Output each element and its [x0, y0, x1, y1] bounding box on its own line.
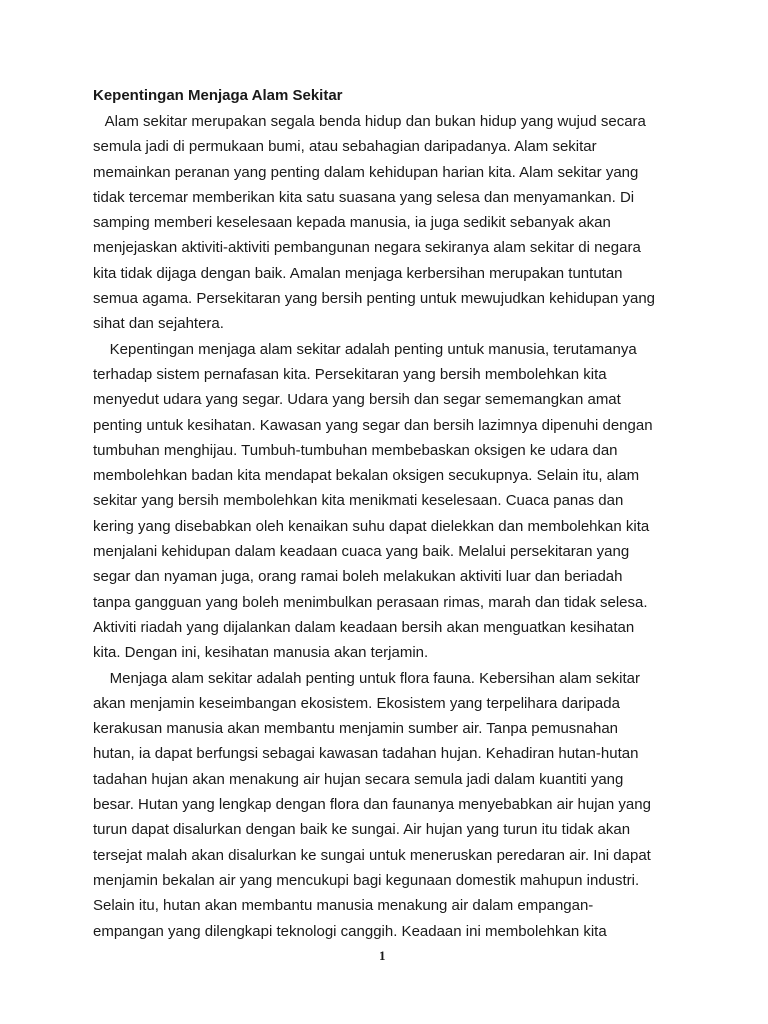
text-line: Selain itu, hutan akan membantu manusia menakung air dalam empangan- [93, 897, 594, 915]
text-line: empangan yang dilengkapi teknologi canggih. Keadaan ini membolehkan kita [93, 922, 607, 940]
text-line: sihat dan sejahtera. [93, 315, 224, 333]
document-title: Kepentingan Menjaga Alam Sekitar [93, 87, 343, 104]
text-line: semula jadi di permukaan bumi, atau sebahagian daripadanya. Alam sekitar [93, 138, 597, 156]
text-line: membolehkan badan kita mendapat bekalan oksigen secukupnya. Selain itu, alam [93, 467, 640, 485]
text-line: tumbuhan menghijau. Tumbuh-tumbuhan membebaskan oksigen ke udara dan [93, 441, 618, 459]
text-line: tidak tercemar memberikan kita satu suasana yang selesa dan menyamankan. Di [93, 188, 635, 206]
text-line: menjamin bekalan air yang mencukupi bagi kegunaan domestik mahupun industri. [93, 871, 640, 889]
text-line: besar. Hutan yang lengkap dengan flora dan faunanya menyebabkan air hujan yang [93, 796, 651, 814]
text-line: penting untuk kesihatan. Kawasan yang segar dan bersih lazimnya dipenuhi dengan [93, 416, 653, 434]
text-line: segar dan nyaman juga, orang ramai boleh melakukan aktiviti luar dan beriadah [93, 568, 623, 586]
text-line: Menjaga alam sekitar adalah penting untuk flora fauna. Kebersihan alam sekitar [93, 669, 640, 687]
text-line: semua agama. Persekitaran yang bersih penting untuk mewujudkan kehidupan yang [93, 290, 656, 308]
text-line: kering yang disebabkan oleh kenaikan suhu dapat dielekkan dan membolehkan kita [93, 517, 650, 535]
text-line: memainkan peranan yang penting dalam kehidupan harian kita. Alam sekitar yang [93, 163, 639, 181]
text-line: tersejat malah akan disalurkan ke sungai untuk meneruskan peredaran air. Ini dapat [93, 846, 651, 864]
text-line: Kepentingan menjaga alam sekitar adalah penting untuk manusia, terutamanya [93, 340, 637, 358]
text-line: menyedut udara yang segar. Udara yang bersih dan segar sememangkan amat [93, 391, 621, 409]
text-line: samping memberi keselesaan kepada manusia, ia juga sedikit sebanyak akan [93, 214, 611, 232]
text-line: terhadap sistem pernafasan kita. Persekitaran yang bersih membolehkan kita [93, 365, 607, 383]
document-body [93, 109, 683, 944]
text-line: kerakusan manusia akan membantu menjamin sumber air. Tanpa pemusnahan [93, 720, 619, 738]
text-line: akan menjamin keseimbangan ekosistem. Ekosistem yang terpelihara daripada [93, 694, 620, 712]
text-line: turun dapat disalurkan dengan baik ke sungai. Air hujan yang turun itu tidak akan [93, 821, 631, 839]
text-line: tanpa gangguan yang boleh menimbulkan perasaan rimas, marah dan tidak selesa. [93, 593, 648, 611]
page-number: 1 [379, 948, 386, 963]
text-line: tadahan hujan akan menakung air hujan secara semula jadi dalam kuantiti yang [93, 770, 624, 788]
text-line: Alam sekitar merupakan segala benda hidup dan bukan hidup yang wujud secara [93, 113, 646, 130]
text-line: Aktiviti riadah yang dijalankan dalam keadaan bersih akan menguatkan kesihatan [93, 618, 635, 636]
text-line: menjalani kehidupan dalam keadaan cuaca yang baik. Melalui persekitaran yang [93, 543, 630, 561]
text-line: hutan, ia dapat berfungsi sebagai kawasan tadahan hujan. Kehadiran hutan-hutan [93, 745, 639, 763]
text-line: menjejaskan aktiviti-aktiviti pembangunan negara sekiranya alam sekitar di negara [93, 239, 641, 257]
text-line: kita. Dengan ini, kesihatan manusia akan terjamin. [93, 644, 429, 662]
text-line: sekitar yang bersih membolehkan kita menikmati keselesaan. Cuaca panas dan [93, 492, 624, 510]
text-line: kita tidak dijaga dengan baik. Amalan menjaga kerbersihan merupakan tuntutan [93, 264, 623, 282]
